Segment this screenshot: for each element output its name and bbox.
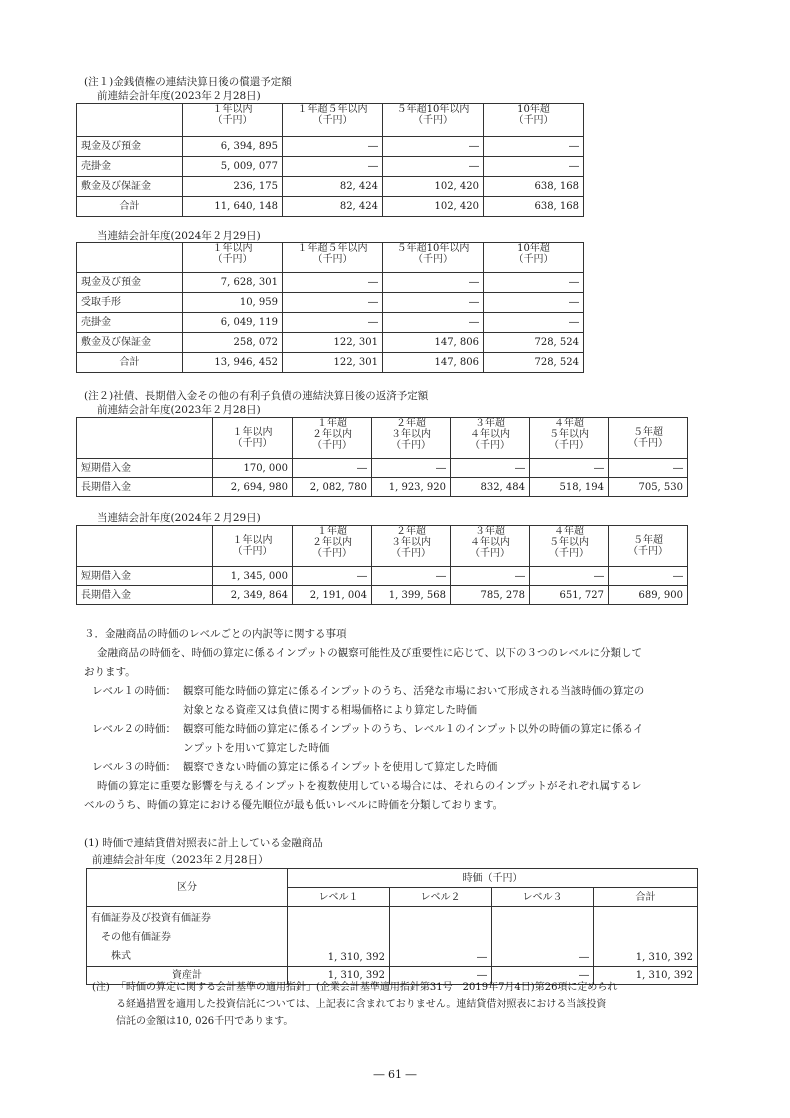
fair-value-table (86, 868, 698, 985)
header-cell: ５年超10年以内 （千円） (383, 104, 484, 137)
cell: 258, 072 (183, 333, 283, 353)
cell: ― (283, 157, 383, 177)
cell: 7, 628, 301 (183, 273, 283, 293)
row-label: 資産計 (87, 967, 288, 985)
level2-label: レベル２の時価： (92, 723, 176, 735)
row-label: 合計 (77, 197, 183, 217)
row-label: 敷金及び保証金 (77, 177, 183, 197)
cell: ― (484, 137, 584, 157)
header-cell: ５年超 （千円） (609, 526, 688, 567)
header-cell: ４年超 ５年以内 （千円） (530, 418, 609, 459)
note1-title: (注１)金銭債権の連結決算日後の償還予定額 (84, 76, 292, 88)
row-label: 株式 (111, 951, 131, 962)
cell: 10, 959 (183, 293, 283, 313)
cell: ― (484, 313, 584, 333)
cell: 705, 530 (609, 478, 688, 497)
section3-intro-2: おります。 (84, 666, 136, 678)
cell: 1, 310, 392 (288, 967, 390, 985)
level2-desc-2: ンプットを用いて算定した時価 (183, 742, 330, 754)
level3-desc-1: 観察できない時価の算定に係るインプットを使用して算定した時価 (183, 761, 498, 773)
level3-label: レベル３の時価： (92, 761, 176, 773)
header-cell: １年超５年以内 （千円） (283, 243, 383, 273)
cell: 728, 524 (484, 353, 584, 373)
table-row (77, 177, 584, 197)
table-row-group (87, 907, 698, 967)
cell: ― (383, 157, 484, 177)
cell: 2, 349, 864 (213, 586, 293, 605)
note1-curr-period: 当連結会計年度(2024年２月29日) (97, 230, 261, 242)
cell: ― (283, 293, 383, 313)
section3-closing-1: 時価の算定に重要な影響を与えるインプットを複数使用している場合には、それらのインプットがそれぞれ属するレ (97, 780, 642, 792)
fair-value-note-label: (注) (92, 982, 110, 993)
cell: ― (372, 567, 451, 586)
fair-value-note-3: 信託の金額は10, 026千円であります。 (116, 1016, 294, 1027)
cell: ― (451, 567, 530, 586)
cell: ― (484, 273, 584, 293)
cell: ― (383, 137, 484, 157)
cell: 2, 191, 004 (293, 586, 372, 605)
section3-intro-1: 金融商品の時価を、時価の算定に係るインプットの観察可能性及び重要性に応じて、以下の３つのレベルに分類して (97, 647, 643, 659)
cell: 785, 278 (451, 586, 530, 605)
note2-prev-table (76, 417, 688, 497)
header-cell (77, 104, 183, 137)
fair-value-title: (1) 時価で連結貸借対照表に計上している金融商品 (84, 837, 323, 849)
cell: 170, 000 (213, 459, 293, 478)
cell: ― (390, 907, 492, 967)
cell: 5, 009, 077 (183, 157, 283, 177)
cell: 147, 806 (383, 333, 484, 353)
cell: 102, 420 (383, 197, 484, 217)
cell: 122, 301 (283, 333, 383, 353)
table-row (77, 567, 688, 586)
level1-label: レベル１の時価： (92, 685, 176, 697)
cell: 832, 484 (451, 478, 530, 497)
cell: 1, 345, 000 (213, 567, 293, 586)
header-cell: ３年超 ４年以内 （千円） (451, 418, 530, 459)
table-row (77, 293, 584, 313)
cell: ― (530, 567, 609, 586)
header-cell: １年超５年以内 （千円） (283, 104, 383, 137)
cell: 82, 424 (283, 197, 383, 217)
cell: 6, 394, 895 (183, 137, 283, 157)
table-row (77, 333, 584, 353)
cell: 102, 420 (383, 177, 484, 197)
header-cell: ５年超10年以内 （千円） (383, 243, 484, 273)
cell: 638, 168 (484, 177, 584, 197)
header-cell: 10年超 （千円） (484, 104, 584, 137)
row-label: 短期借入金 (77, 567, 213, 586)
note1-curr-table (76, 242, 584, 373)
cell: 1, 310, 392 (594, 967, 698, 985)
cell: 638, 168 (484, 197, 584, 217)
cell: ― (609, 567, 688, 586)
row-label: 合計 (77, 353, 183, 373)
cell: 518, 194 (530, 478, 609, 497)
cell: ― (283, 313, 383, 333)
cell: ― (293, 459, 372, 478)
cell: ― (530, 459, 609, 478)
row-label: 現金及び預金 (77, 137, 183, 157)
cell: 651, 727 (530, 586, 609, 605)
cell: 689, 900 (609, 586, 688, 605)
row-label: 長期借入金 (77, 586, 213, 605)
cell: 1, 310, 392 (288, 907, 390, 967)
header-cell: １年以内 （千円） (213, 526, 293, 567)
row-label: 受取手形 (77, 293, 183, 313)
row-label: 売掛金 (77, 157, 183, 177)
cell: 6, 049, 119 (183, 313, 283, 333)
cell: ― (283, 137, 383, 157)
table-row (77, 273, 584, 293)
cell: ― (390, 967, 492, 985)
cell: 1, 399, 568 (372, 586, 451, 605)
level1-desc-1: 観察可能な時価の算定に係るインプットのうち、活発な市場において形成される当該時価の算定の (183, 685, 645, 697)
row-label-group (87, 907, 288, 967)
row-label: 短期借入金 (77, 459, 213, 478)
note2-prev-period: 前連結会計年度(2023年２月28日) (97, 404, 261, 416)
row-label: 有価証券及び投資有価証券 (91, 913, 211, 924)
header-level-1: レベル１ (288, 888, 390, 907)
table-header-row (77, 104, 584, 137)
table-total-row (77, 197, 584, 217)
header-cell: １年以内 （千円） (183, 104, 283, 137)
cell: ― (609, 459, 688, 478)
fair-value-note-2: る経過措置を適用した投資信託については、上記表に含まれておりません。連結貸借対照表における当該投資 (116, 999, 607, 1010)
table-row (77, 157, 584, 177)
table-row (77, 478, 688, 497)
cell: 13, 946, 452 (183, 353, 283, 373)
cell: 147, 806 (383, 353, 484, 373)
section3-closing-2: ベルのうち、時価の算定における優先順位が最も低いレベルに時価を分類しております。 (84, 799, 504, 811)
header-cell (77, 243, 183, 273)
cell: ― (383, 313, 484, 333)
table-header-row (87, 869, 698, 888)
header-total: 合計 (594, 888, 698, 907)
cell: 82, 424 (283, 177, 383, 197)
note2-curr-period: 当連結会計年度(2024年２月29日) (97, 512, 261, 524)
row-label: 売掛金 (77, 313, 183, 333)
row-label: 敷金及び保証金 (77, 333, 183, 353)
note2-title: (注２)社債、長期借入金その他の有利子負債の連結決算日後の返済予定額 (84, 390, 429, 402)
cell: ― (383, 293, 484, 313)
table-total-row (77, 353, 584, 373)
header-cell: １年以内 （千円） (213, 418, 293, 459)
table-row (77, 313, 584, 333)
level1-desc-2: 対象となる資産又は負債に関する相場価格により算定した時価 (183, 704, 477, 716)
cell: ― (484, 293, 584, 313)
cell: 11, 640, 148 (183, 197, 283, 217)
header-level-2: レベル２ (390, 888, 492, 907)
header-fair-value-group: 時価（千円） (288, 869, 698, 888)
cell: 1, 310, 392 (594, 907, 698, 967)
header-cell: ２年超 ３年以内 （千円） (372, 418, 451, 459)
cell: ― (451, 459, 530, 478)
header-cell (77, 526, 213, 567)
cell: ― (283, 273, 383, 293)
table-header-row (77, 526, 688, 567)
cell: ― (492, 967, 594, 985)
header-cell: ４年超 ５年以内 （千円） (530, 526, 609, 567)
section3-heading: ３．金融商品の時価のレベルごとの内訳等に関する事項 (84, 628, 347, 640)
cell: ― (372, 459, 451, 478)
header-category: 区分 (87, 869, 288, 907)
header-cell: ２年超 ３年以内 （千円） (372, 526, 451, 567)
table-header-row (77, 243, 584, 273)
note1-prev-table (76, 103, 584, 217)
cell: 2, 082, 780 (293, 478, 372, 497)
cell: 1, 923, 920 (372, 478, 451, 497)
table-row (77, 459, 688, 478)
cell: 2, 694, 980 (213, 478, 293, 497)
header-cell: １年超 ２年以内 （千円） (293, 526, 372, 567)
header-cell: １年以内 （千円） (183, 243, 283, 273)
note1-prev-period: 前連結会計年度(2023年２月28日) (97, 90, 261, 102)
header-cell (77, 418, 213, 459)
row-label: 長期借入金 (77, 478, 213, 497)
cell: 122, 301 (283, 353, 383, 373)
cell: ― (293, 567, 372, 586)
header-level-3: レベル３ (492, 888, 594, 907)
cell: ― (484, 157, 584, 177)
fair-value-period: 前連結会計年度（2023年２月28日） (92, 854, 269, 866)
header-cell: １年超 ２年以内 （千円） (293, 418, 372, 459)
level2-desc-1: 観察可能な時価の算定に係るインプットのうち、レベル１のインプット以外の時価の算定に係るイ (183, 723, 644, 735)
fair-value-note-1: 「時価の算定に関する会計基準の適用指針」(企業会計基準適用指針第31号 2019年7月4日)第26項に定められ (116, 982, 618, 993)
cell: 236, 175 (183, 177, 283, 197)
header-cell: 10年超 （千円） (484, 243, 584, 273)
page-number: ― 61 ― (373, 1068, 417, 1081)
note2-curr-table (76, 525, 688, 605)
cell: 728, 524 (484, 333, 584, 353)
table-header-row (77, 418, 688, 459)
row-label: その他有価証券 (101, 932, 171, 943)
table-row (77, 586, 688, 605)
header-cell: ３年超 ４年以内 （千円） (451, 526, 530, 567)
cell: ― (492, 907, 594, 967)
row-label: 現金及び預金 (77, 273, 183, 293)
table-row (77, 137, 584, 157)
header-cell: ５年超 （千円） (609, 418, 688, 459)
cell: ― (383, 273, 484, 293)
